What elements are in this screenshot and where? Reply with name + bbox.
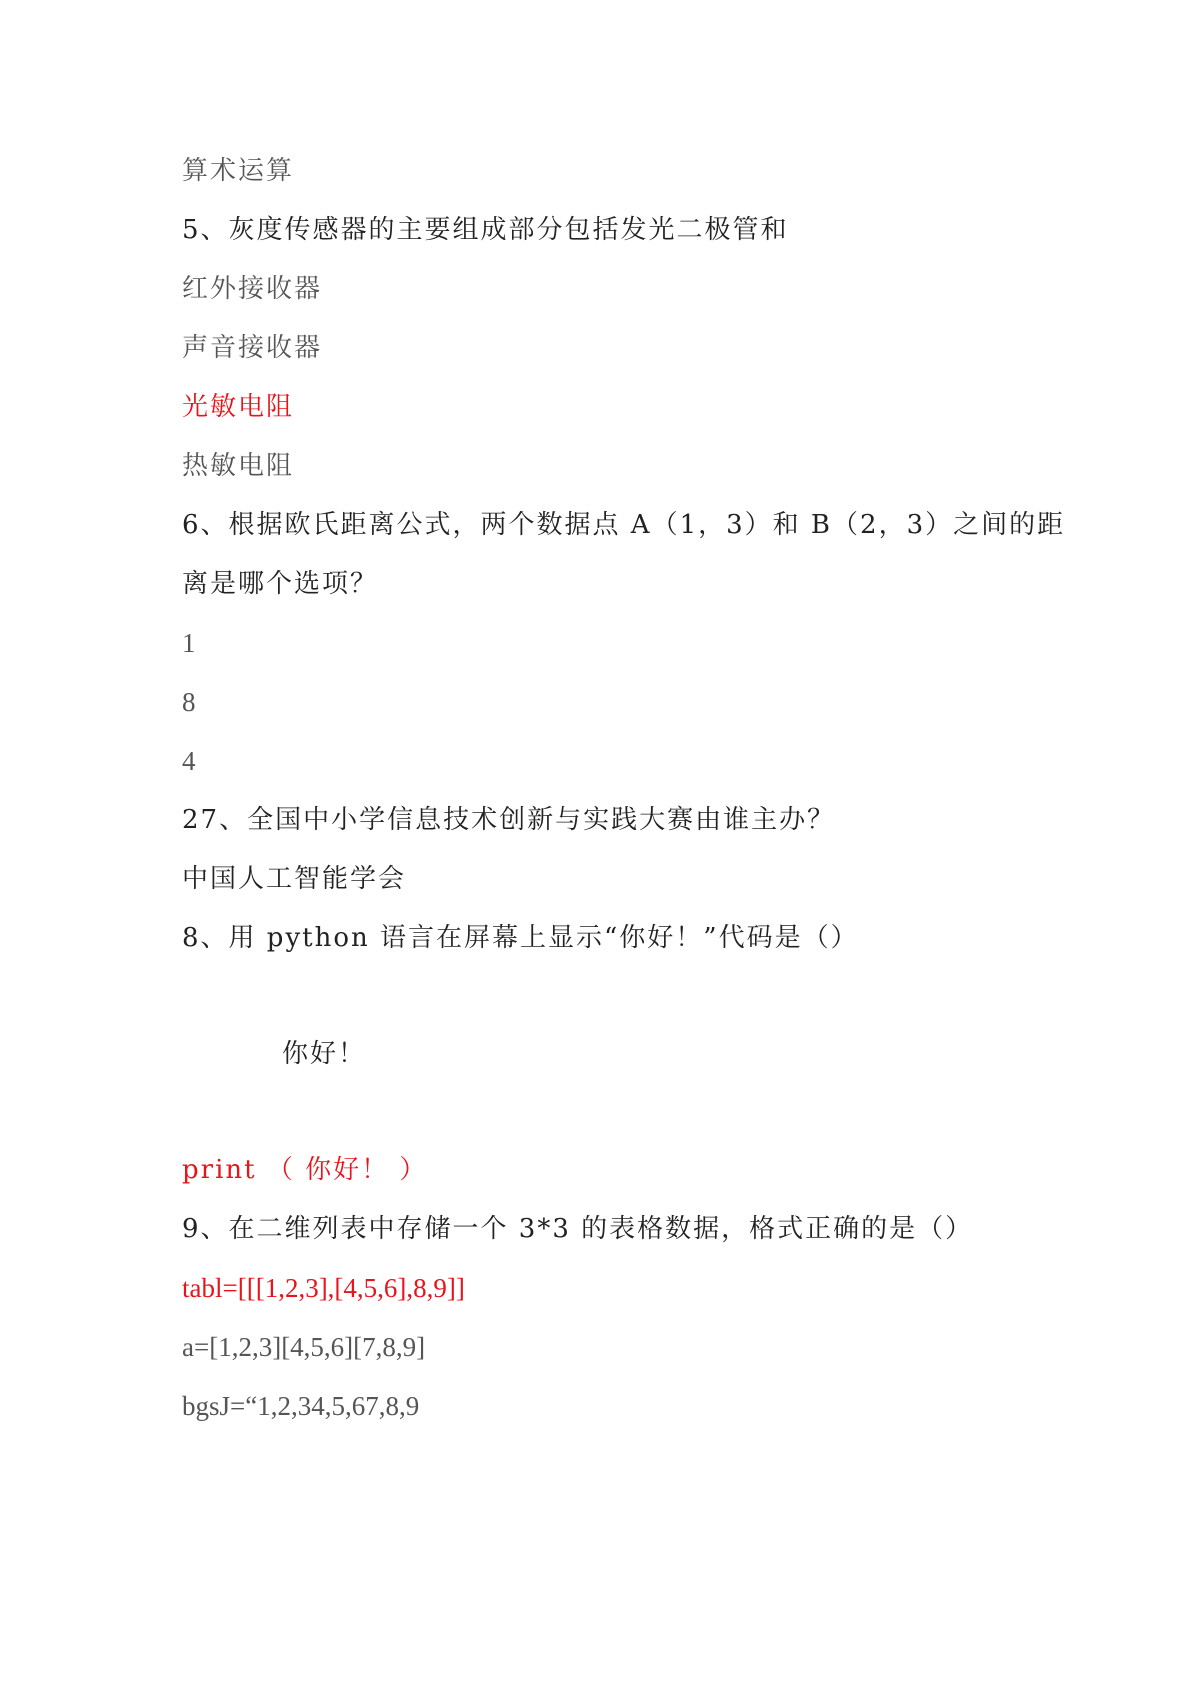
- option-text: bgsJ=“1,2,34,5,67,8,9: [182, 1391, 420, 1421]
- question-9: 9、在二维列表中存储一个 3*3 的表格数据，格式正确的是（）: [182, 1214, 974, 1244]
- correct-answer: print （ 你好！ ）: [182, 1155, 428, 1185]
- question-6-line-2: 离是哪个选项？: [182, 569, 379, 599]
- option-text: 8: [182, 687, 196, 717]
- option-text: 1: [182, 628, 196, 658]
- question-27: 27、全国中小学信息技术创新与实践大赛由谁主办？: [182, 805, 836, 835]
- question-5: 5、灰度传感器的主要组成部分包括发光二极管和: [182, 215, 789, 245]
- option-text: a=[1,2,3][4,5,6][7,8,9]: [182, 1332, 426, 1362]
- option-text: 算术运算: [182, 156, 295, 186]
- option-text: 4: [182, 746, 196, 776]
- code-output-text: 你好！: [282, 1039, 367, 1069]
- question-8: 8、用 python 语言在屏幕上显示“你好！”代码是（）: [182, 923, 859, 953]
- answer-text: 中国人工智能学会: [182, 864, 407, 894]
- correct-answer: 光敏电阻: [182, 392, 295, 422]
- option-text: 热敏电阻: [182, 451, 295, 481]
- correct-answer: tabl=[[[1,2,3],[4,5,6],8,9]]: [182, 1273, 465, 1303]
- option-text: 声音接收器: [182, 333, 323, 363]
- option-text: 红外接收器: [182, 274, 323, 304]
- question-6-line-1: 6、根据欧氏距离公式，两个数据点 A（1，3）和 B（2，3）之间的距: [182, 510, 1066, 540]
